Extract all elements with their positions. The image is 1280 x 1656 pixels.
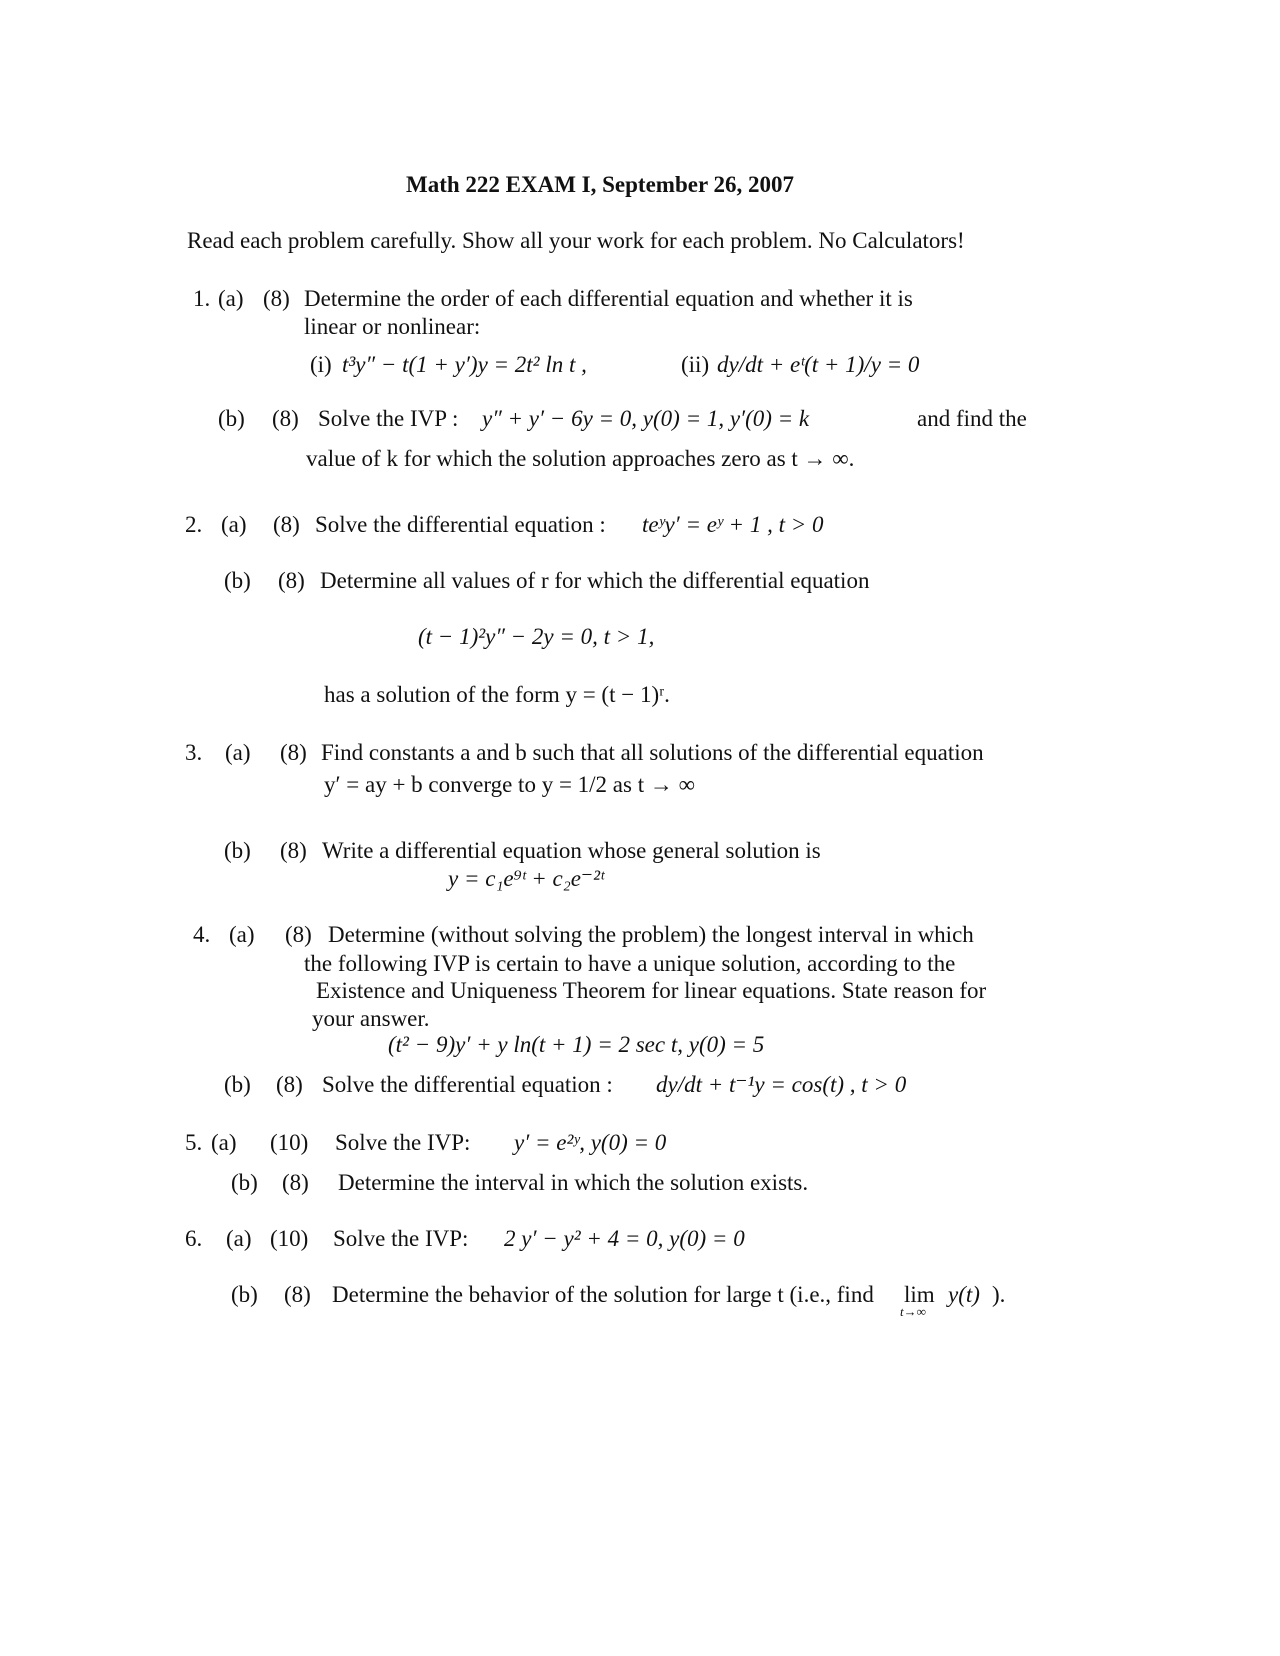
problem-number: 1. — [193, 286, 211, 311]
question-text: Determine the order of each differential equation and whether it is — [304, 286, 913, 311]
question-text: has a solution of the form y = (t − 1)ʳ. — [324, 682, 670, 707]
points: (10) — [270, 1130, 309, 1155]
equation: 2 y′ − y² + 4 = 0, y(0) = 0 — [504, 1226, 745, 1251]
limit-expression — [900, 1282, 935, 1319]
equation: y′ = e²ʸ, y(0) = 0 — [514, 1130, 667, 1155]
points: (8) — [272, 406, 299, 431]
question-text: the following IVP is certain to have a unique solution, according to the — [304, 951, 956, 976]
limit-operator: lim — [904, 1282, 935, 1307]
points: (8) — [284, 1282, 311, 1307]
equation: dy/dt + eᵗ(t + 1)/y = 0 — [717, 352, 920, 377]
problem-number: 6. — [185, 1226, 203, 1251]
part-label: (a) — [229, 922, 255, 947]
points: (8) — [276, 1072, 303, 1097]
part-label: (b) — [231, 1170, 258, 1195]
question-text: your answer. — [312, 1006, 430, 1031]
question-text: Determine the interval in which the solution exists. — [338, 1170, 809, 1195]
part-label: (b) — [218, 406, 245, 431]
equation: teʸy′ = eʸ + 1 , t > 0 — [642, 512, 824, 537]
question-text: Solve the IVP: — [333, 1226, 469, 1251]
instructions: Read each problem carefully. Show all your work for each problem. No Calculators! — [187, 228, 965, 253]
part-label: (b) — [224, 1072, 251, 1097]
question-text: y′ = ay + b converge to y = 1/2 as t → ∞ — [324, 772, 695, 797]
problem-number: 3. — [185, 740, 203, 765]
question-text: and find the — [917, 406, 1027, 431]
closing-text: ). — [992, 1282, 1006, 1307]
part-label: (b) — [224, 838, 251, 863]
limit-subscript: t→∞ — [900, 1304, 926, 1319]
limit-argument: y(t) — [948, 1282, 980, 1307]
question-text: Solve the IVP: — [335, 1130, 471, 1155]
page-title: Math 222 EXAM I, September 26, 2007 — [406, 172, 794, 197]
part-label: (a) — [211, 1130, 237, 1155]
points: (8) — [282, 1170, 309, 1195]
part-label: (a) — [221, 512, 247, 537]
points: (8) — [273, 512, 300, 537]
question-text: Determine (without solving the problem) the longest interval in which — [328, 922, 974, 947]
question-text: Determine the behavior of the solution for large t (i.e., find — [332, 1282, 874, 1307]
problem-number: 4. — [193, 922, 211, 947]
question-text: Solve the differential equation : — [315, 512, 606, 537]
points: (8) — [263, 286, 290, 311]
equation: (t² − 9)y′ + y ln(t + 1) = 2 sec t, y(0) = 5 — [388, 1032, 765, 1057]
points: (8) — [278, 568, 305, 593]
equation: y = c₁e⁹ᵗ + c₂e⁻²ᵗ — [448, 866, 604, 891]
equation-label: (ii) — [681, 352, 710, 377]
question-text: Find constants a and b such that all solutions of the differential equation — [321, 740, 984, 765]
part-label: (b) — [224, 568, 251, 593]
equation: y″ + y′ − 6y = 0, y(0) = 1, y′(0) = k — [482, 406, 810, 431]
equation: (t − 1)²y″ − 2y = 0, t > 1, — [418, 624, 655, 649]
problem-number: 5. — [185, 1130, 203, 1155]
part-label: (a) — [225, 740, 251, 765]
question-text: Solve the IVP : — [318, 406, 459, 431]
question-text: value of k for which the solution approaches zero as t → ∞. — [306, 446, 855, 471]
equation-label: (i) — [310, 352, 332, 377]
question-text: Determine all values of r for which the differential equation — [320, 568, 870, 593]
points: (8) — [285, 922, 312, 947]
part-label: (b) — [231, 1282, 258, 1307]
question-text: Existence and Uniqueness Theorem for linear equations. State reason for — [316, 978, 987, 1003]
part-label: (a) — [218, 286, 244, 311]
points: (10) — [270, 1226, 309, 1251]
equation: dy/dt + t⁻¹y = cos(t) , t > 0 — [656, 1072, 907, 1097]
problem-number: 2. — [185, 512, 203, 537]
question-text: Write a differential equation whose general solution is — [322, 838, 821, 863]
question-text: linear or nonlinear: — [304, 314, 481, 339]
equation: t³y″ − t(1 + y′)y = 2t² ln t , — [342, 352, 587, 377]
question-text: Solve the differential equation : — [322, 1072, 613, 1097]
points: (8) — [280, 740, 307, 765]
part-label: (a) — [226, 1226, 252, 1251]
points: (8) — [280, 838, 307, 863]
